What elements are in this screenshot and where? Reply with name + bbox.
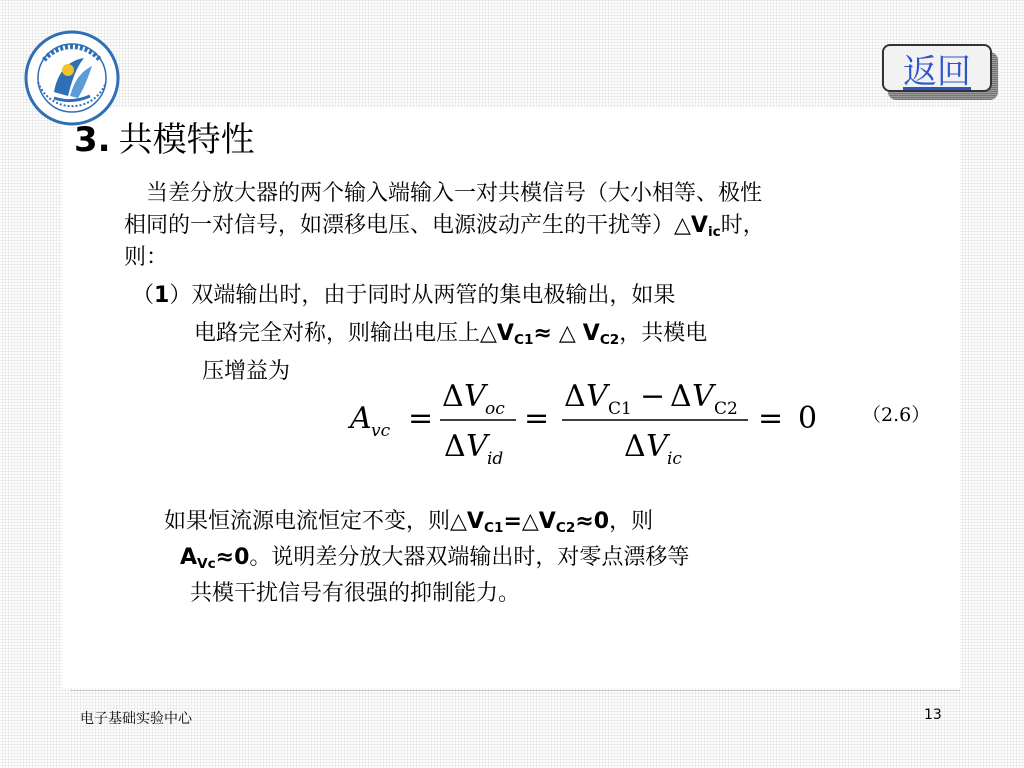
paragraph1-line2 — [124, 210, 765, 241]
frac1-den-delta: Δ — [444, 429, 466, 464]
approx-symbol: ≈ — [533, 321, 552, 346]
frac2-num-sub2: C2 — [714, 399, 738, 419]
paragraph2-line1 — [164, 506, 653, 537]
paragraph2-line3: 共模干扰信号有很强的抑制能力。 — [190, 581, 521, 606]
paragraph1-line2-tail: 时， — [720, 213, 765, 238]
avc-symbol: A — [180, 545, 198, 570]
frac2-minus: − — [640, 379, 666, 414]
formula-eq1: = — [408, 401, 434, 436]
paragraph2-line2-tail: 。说明差分放大器双端输出时，对零点漂移等 — [249, 545, 690, 570]
formula-result: 0 — [798, 401, 818, 436]
item1-line1 — [132, 280, 675, 311]
frac2-num-sub1: C1 — [608, 399, 632, 419]
item1-line2-tail: ，共模电 — [619, 321, 708, 346]
frac2-num-delta2: Δ — [670, 379, 692, 414]
p2-vc1-subscript: C1 — [483, 519, 504, 536]
section-heading — [74, 112, 255, 161]
item1-open-paren: （ — [132, 283, 155, 308]
paragraph2-line1-tail: ，则 — [609, 509, 654, 534]
formula-eq3: = — [758, 401, 784, 436]
formula-lhs: A — [350, 401, 372, 436]
equation-number: （2.6） — [862, 404, 931, 426]
delta-triangle: △ — [551, 321, 583, 346]
p2-vc2-subscript: C2 — [555, 519, 576, 536]
frac2-den-sub: ic — [667, 449, 682, 469]
paragraph1-line3: 则： — [124, 245, 169, 270]
paragraph2-line2 — [180, 542, 689, 573]
item1-number: 1 — [154, 283, 170, 308]
paragraph1-line1: 当差分放大器的两个输入端输入一对共模信号（大小相等、极性 — [146, 181, 763, 206]
frac1-num-sub: oc — [485, 399, 505, 419]
vc1-subscript: C1 — [513, 331, 534, 348]
p2-delta-triangle: △ — [521, 509, 539, 534]
back-button[interactable] — [882, 44, 998, 98]
avc-subscript: Vc — [197, 555, 216, 572]
back-button-face[interactable] — [882, 44, 992, 92]
frac2-den-v: V — [646, 429, 668, 464]
back-button-label[interactable]: 返回 — [903, 51, 971, 92]
frac2-num-v1: V — [586, 379, 608, 414]
vc1-symbol: V — [496, 321, 514, 346]
p2-equals: = — [503, 509, 522, 534]
avc-value: ≈0 — [215, 545, 250, 570]
common-mode-gain-formula — [340, 370, 840, 480]
vic-subscript: ic — [707, 223, 721, 240]
p2-vc1-symbol: V — [466, 509, 484, 534]
p2-vc2-symbol: V — [538, 509, 556, 534]
frac2-num-v2: V — [692, 379, 714, 414]
item1-line2-text: 电路完全对称，则输出电压上△ — [194, 321, 497, 346]
section-title: 共模特性 — [118, 120, 255, 160]
vic-symbol: V — [690, 213, 708, 238]
paragraph2-line1-text: 如果恒流源电流恒定不变，则△ — [164, 509, 467, 534]
vc2-symbol: V — [582, 321, 600, 346]
frac1-den-v: V — [466, 429, 488, 464]
paragraph1-line2-text: 相同的一对信号，如漂移电压、电源波动产生的干扰等）△ — [124, 213, 691, 238]
frac1-den-sub: id — [487, 449, 504, 469]
footer-divider — [70, 690, 960, 691]
frac2-num-delta1: Δ — [564, 379, 586, 414]
p2-approx-zero: ≈0 — [575, 509, 610, 534]
footer-center-name: 电子基础实验中心 — [80, 711, 192, 727]
item1-line3: 压增益为 — [202, 359, 291, 384]
item1-line2 — [194, 318, 707, 349]
item1-line1-text: ）双端输出时，由于同时从两管的集电极输出，如果 — [169, 283, 676, 308]
frac1-num-delta: Δ — [442, 379, 464, 414]
section-number: 3. — [74, 120, 111, 160]
frac2-den-delta: Δ — [624, 429, 646, 464]
page-number: 13 — [924, 707, 942, 723]
vc2-subscript: C2 — [599, 331, 620, 348]
formula-eq2: = — [524, 401, 550, 436]
frac1-num-v: V — [464, 379, 486, 414]
formula-lhs-sub: vc — [371, 421, 391, 441]
